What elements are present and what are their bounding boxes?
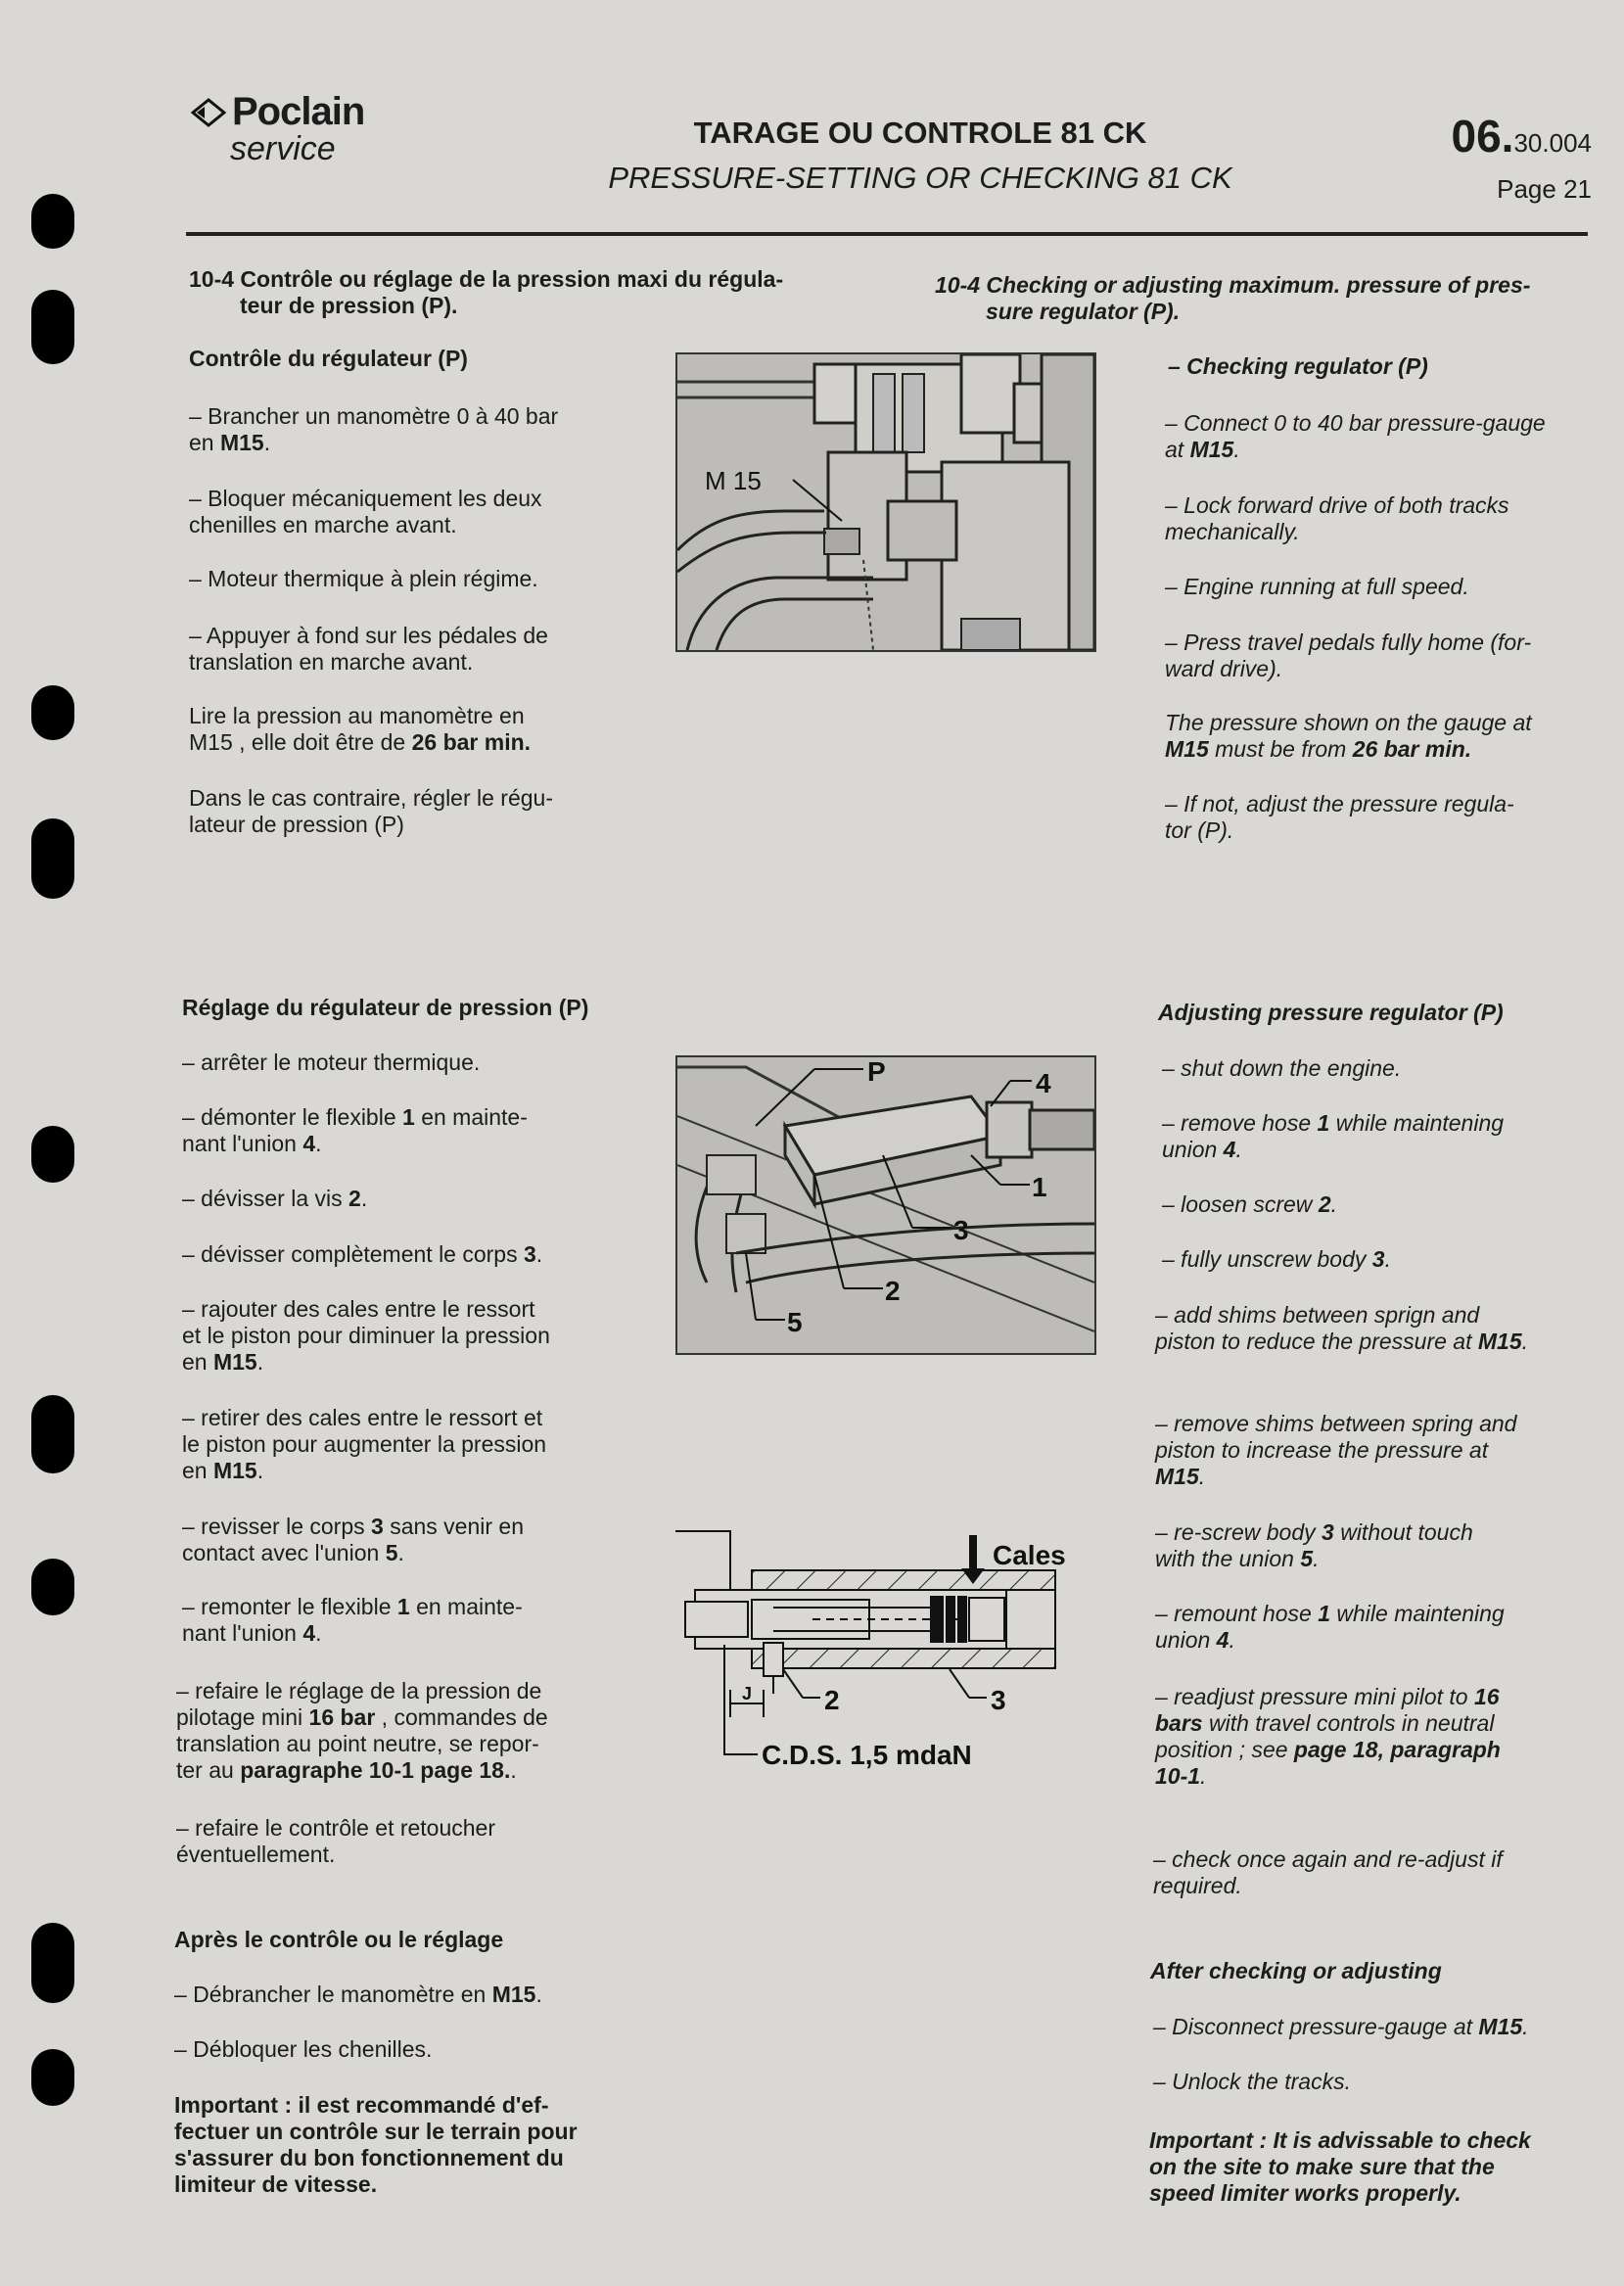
label-3: 3 bbox=[991, 1685, 1006, 1715]
fr-adjust-step-1: – arrêter le moteur thermique. bbox=[182, 1050, 481, 1075]
fr-adjust-step-3: – dévisser la vis 2. bbox=[182, 1186, 368, 1211]
en-adjust-step-4: – fully unscrew body 3. bbox=[1162, 1246, 1391, 1272]
fr-check-step-3: – Moteur thermique à plein régime. bbox=[189, 566, 538, 591]
en-check-step-3: – Engine running at full speed. bbox=[1165, 574, 1469, 599]
label-3: 3 bbox=[953, 1215, 969, 1245]
fr-adjust-step-6: – retirer des cales entre le ressort et le piston pour augmenter la pression en M15. bbox=[182, 1405, 547, 1483]
en-adjust-step-3: – loosen screw 2. bbox=[1162, 1191, 1337, 1217]
figure-m15-photo bbox=[675, 352, 1096, 652]
en-adjust-step-2: – remove hose 1 while maintening union 4. bbox=[1162, 1110, 1505, 1162]
header-rule bbox=[186, 232, 1588, 236]
fr-check-step-2: – Bloquer mécaniquement les deux chenilles en marche avant. bbox=[189, 486, 542, 537]
fr-section-title: 10-4 Contrôle ou réglage de la pression maxi du régula- teur de pression (P). bbox=[189, 266, 784, 318]
en-after-heading: After checking or adjusting bbox=[1150, 1958, 1442, 1983]
label-cales: Cales bbox=[993, 1540, 1066, 1570]
diamond-arrow-icon bbox=[191, 98, 226, 127]
fr-check-heading: Contrôle du régulateur (P) bbox=[189, 346, 468, 371]
fr-after-heading: Après le contrôle ou le réglage bbox=[174, 1927, 504, 1952]
label-5: 5 bbox=[787, 1307, 803, 1337]
en-check-step-5: The pressure shown on the gauge at M15 must be from 26 bar min. bbox=[1165, 710, 1532, 762]
en-adjust-step-1: – shut down the engine. bbox=[1162, 1055, 1402, 1081]
binder-hole bbox=[31, 1126, 74, 1183]
fr-check-step-5: Lire la pression au manomètre en M15 , elle doit être de 26 bar min. bbox=[189, 703, 532, 755]
page-number: Page 21 bbox=[1497, 174, 1592, 204]
en-adjust-step-6: – remove shims between spring and piston to increase the pressure at M15. bbox=[1155, 1411, 1517, 1489]
fr-after-step-2: – Débloquer les chenilles. bbox=[174, 2036, 433, 2062]
brand-name: Poclain bbox=[232, 90, 365, 133]
fr-adjust-heading: Réglage du régulateur de pression (P) bbox=[182, 995, 589, 1020]
en-check-step-2: – Lock forward drive of both tracks mechanically. bbox=[1165, 492, 1509, 544]
en-adjust-heading: Adjusting pressure regulator (P) bbox=[1158, 1000, 1504, 1025]
label-cds: C.D.S. 1,5 mdaN bbox=[762, 1740, 972, 1770]
figure-regulator-photo bbox=[675, 1055, 1096, 1355]
en-check-step-1: – Connect 0 to 40 bar pressure-gauge at M15. bbox=[1165, 410, 1546, 462]
poclain-logo bbox=[191, 90, 364, 168]
binder-hole bbox=[31, 818, 74, 899]
fr-adjust-step-9: – refaire le réglage de la pression de pilotage mini 16 bar , commandes de translation au point neutre, se repor- ter au paragraphe 10-1 page 18.. bbox=[176, 1678, 548, 1783]
page-title bbox=[529, 116, 1312, 196]
label-1: 1 bbox=[1032, 1172, 1047, 1202]
fr-check-step-1: – Brancher un manomètre 0 à 40 bar en M15. bbox=[189, 403, 559, 455]
label-2: 2 bbox=[824, 1685, 840, 1715]
label-2: 2 bbox=[885, 1276, 901, 1306]
ref-main: 06. bbox=[1451, 111, 1514, 162]
binder-hole bbox=[31, 1559, 74, 1615]
en-after-step-1: – Disconnect pressure-gauge at M15. bbox=[1153, 2014, 1529, 2039]
en-check-step-6: – If not, adjust the pressure regula- tor (P). bbox=[1165, 791, 1514, 843]
binder-hole bbox=[31, 2049, 74, 2106]
en-adjust-step-7: – re-screw body 3 without touch with the union 5. bbox=[1155, 1519, 1473, 1571]
fr-after-step-1: – Débrancher le manomètre en M15. bbox=[174, 1982, 542, 2007]
fr-check-step-4: – Appuyer à fond sur les pédales de translation en marche avant. bbox=[189, 623, 548, 675]
ref-sub: 30.004 bbox=[1513, 128, 1592, 158]
document-reference bbox=[1452, 110, 1592, 205]
title-en: PRESSURE-SETTING OR CHECKING 81 CK bbox=[608, 161, 1232, 195]
fr-adjust-step-5: – rajouter des cales entre le ressort et le piston pour diminuer la pression en M15. bbox=[182, 1296, 550, 1375]
en-adjust-step-5: – add shims between sprign and piston to reduce the pressure at M15. bbox=[1155, 1302, 1529, 1354]
label-4: 4 bbox=[1036, 1068, 1051, 1098]
en-check-heading: – Checking regulator (P) bbox=[1168, 353, 1428, 379]
en-adjust-step-8: – remount hose 1 while maintening union 4. bbox=[1155, 1601, 1505, 1653]
fr-adjust-step-10: – refaire le contrôle et retoucher éventuellement. bbox=[176, 1815, 496, 1867]
label-p: P bbox=[867, 1057, 886, 1087]
fr-important-note: Important : il est recommandé d'ef- fectuer un contrôle sur le terrain pour s'assurer du bon fonctionnement du limiteur de vitesse. bbox=[174, 2092, 578, 2197]
binder-hole bbox=[31, 685, 74, 740]
fr-check-step-6: Dans le cas contraire, régler le régu- lateur de pression (P) bbox=[189, 785, 553, 837]
fr-adjust-step-4: – dévisser complètement le corps 3. bbox=[182, 1241, 543, 1267]
en-section-title: 10-4 Checking or adjusting maximum. pressure of pres- sure regulator (P). bbox=[935, 272, 1531, 324]
figure-regulator-section bbox=[675, 1527, 1106, 1801]
binder-hole bbox=[31, 290, 74, 364]
fr-adjust-step-2: – démonter le flexible 1 en mainte- nant l'union 4. bbox=[182, 1104, 528, 1156]
en-important-note: Important : It is advissable to check on the site to make sure that the speed limiter works properly. bbox=[1149, 2127, 1531, 2206]
fr-adjust-step-8: – remonter le flexible 1 en mainte- nant l'union 4. bbox=[182, 1594, 523, 1646]
label-j: J bbox=[742, 1684, 753, 1703]
binder-hole bbox=[31, 1923, 74, 2003]
en-adjust-step-9: – readjust pressure mini pilot to 16 bars with travel controls in neutral position ; see page 18, paragraph 10-1. bbox=[1155, 1684, 1501, 1789]
title-fr: TARAGE OU CONTROLE 81 CK bbox=[693, 116, 1147, 150]
fr-adjust-step-7: – revisser le corps 3 sans venir en contact avec l'union 5. bbox=[182, 1514, 525, 1565]
en-check-step-4: – Press travel pedals fully home (for- ward drive). bbox=[1165, 630, 1532, 681]
binder-hole bbox=[31, 1395, 74, 1473]
en-adjust-step-10: – check once again and re-adjust if required. bbox=[1153, 1846, 1503, 1898]
en-after-step-2: – Unlock the tracks. bbox=[1153, 2069, 1351, 2094]
binder-hole bbox=[31, 194, 74, 249]
brand-service: service bbox=[230, 130, 336, 167]
m15-label: M 15 bbox=[705, 466, 762, 495]
